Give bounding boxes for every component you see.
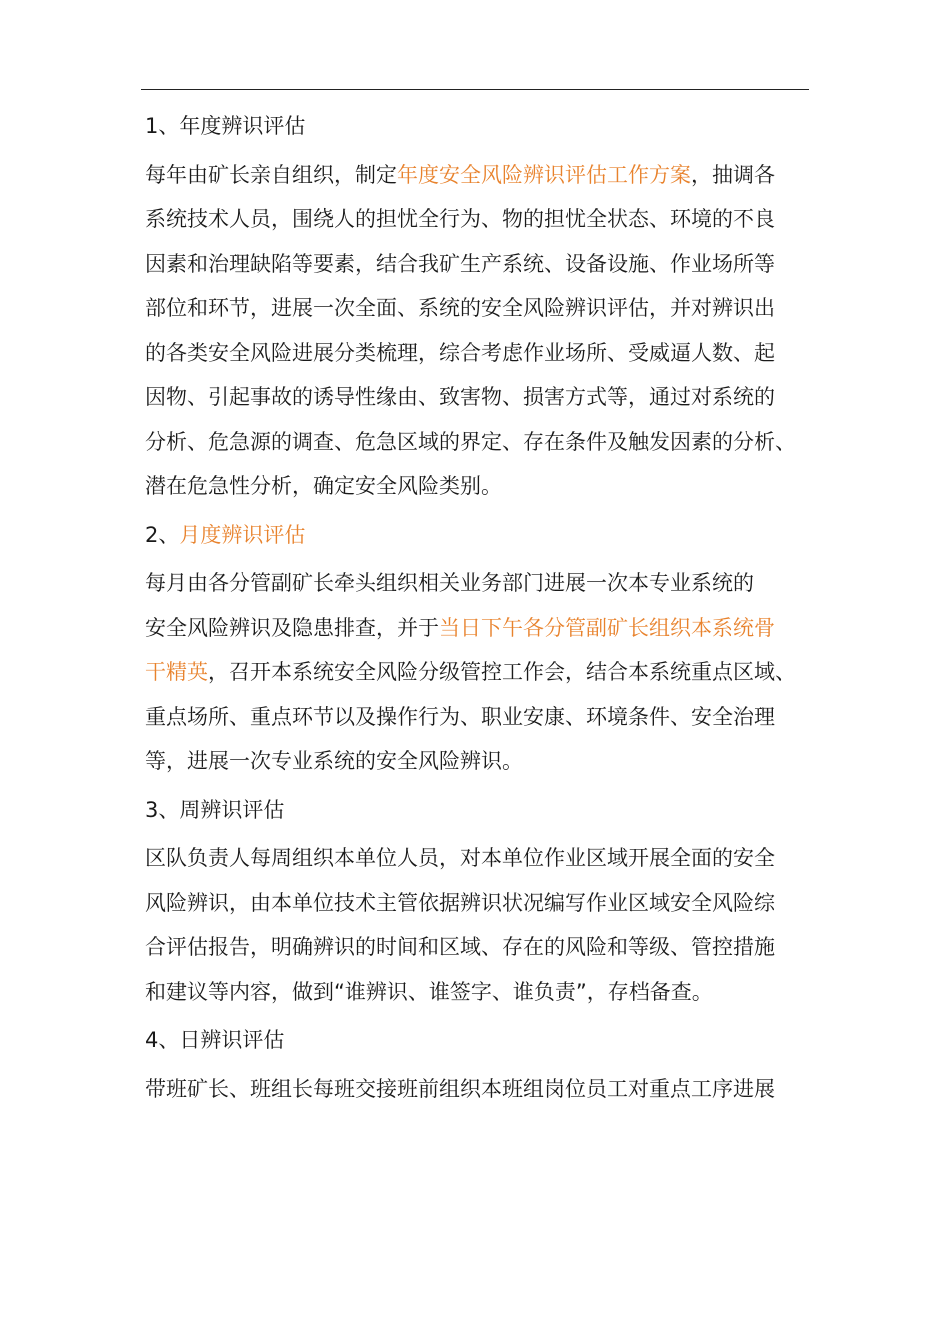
- paragraph-line: 等，进展一次专业系统的安全风险辨识。: [145, 749, 523, 773]
- paragraph-line: 每年由矿长亲自组织，制定年度安全风险辨识评估工作方案，抽调各: [145, 162, 775, 187]
- section-paragraph-2: [145, 561, 815, 784]
- section-title: 周辨识评估: [179, 797, 285, 822]
- paragraph-line: 安全风险辨识及隐患排查，并于当日下午各分管副矿长组织本系统骨: [145, 615, 775, 640]
- paragraph-line: 系统技术人员，围绕人的担忧全行为、物的担忧全状态、环境的不良: [145, 207, 775, 231]
- highlighted-text: 干精英: [145, 660, 208, 684]
- section-title: 年度辨识评估: [179, 114, 306, 138]
- paragraph-line: 干精英，召开本系统安全风险分级管控工作会，结合本系统重点区域、: [145, 660, 796, 684]
- section-heading-4: [145, 1018, 815, 1063]
- paragraph-line: 分析、危急源的调查、危急区域的界定、存在条件及触发因素的分析、: [145, 429, 796, 454]
- section-title: 日辨识评估: [179, 1028, 285, 1052]
- paragraph-line: 潜在危急性分析，确定安全风险类别。: [145, 474, 502, 498]
- paragraph-line: 每月由各分管副矿长牵头组织相关业务部门进展一次本专业系统的: [145, 571, 754, 595]
- paragraph-line: 风险辨识，由本单位技术主管依据辨识状况编写作业区域安全风险综: [145, 890, 775, 915]
- section-number: 2、: [145, 522, 180, 547]
- section-paragraph-3: [145, 836, 815, 1014]
- section-heading-2: [145, 513, 815, 558]
- section-paragraph-4: [145, 1067, 815, 1112]
- section-number: 1、: [145, 114, 180, 138]
- section-paragraph-1: [145, 153, 815, 509]
- document-body: [145, 104, 815, 1115]
- paragraph-line: 区队负责人每周组织本单位人员，对本单位作业区域开展全面的安全: [145, 846, 775, 870]
- paragraph-line: 因素和治理缺陷等要素，结合我矿生产系统、设备设施、作业场所等: [145, 251, 775, 276]
- section-title: 月度辨识评估: [179, 522, 306, 547]
- header-rule: [141, 89, 809, 90]
- paragraph-line: 带班矿长、班组长每班交接班前组织本班组岗位员工对重点工序进展: [145, 1076, 775, 1101]
- paragraph-line: 合评估报告，明确辨识的时间和区域、存在的风险和等级、管控措施: [145, 935, 775, 959]
- section-heading-1: [145, 104, 815, 149]
- paragraph-line: 重点场所、重点环节以及操作行为、职业安康、环境条件、安全治理: [145, 704, 775, 729]
- paragraph-line: 的各类安全风险进展分类梳理，综合考虑作业场所、受威逼人数、起: [145, 340, 775, 365]
- section-number: 3、: [145, 797, 180, 822]
- highlighted-text: 年度安全风险辨识评估工作方案: [397, 162, 691, 187]
- section-number: 4、: [145, 1028, 180, 1052]
- paragraph-line: 部位和环节，进展一次全面、系统的安全风险辨识评估，并对辨识出: [145, 296, 775, 320]
- section-heading-3: [145, 788, 815, 833]
- highlighted-text: 当日下午各分管副矿长组织本系统骨: [439, 615, 775, 640]
- paragraph-line: 和建议等内容，做到“谁辨识、谁签字、谁负责”，存档备查。: [145, 979, 713, 1004]
- paragraph-line: 因物、引起事故的诱导性缘由、致害物、损害方式等，通过对系统的: [145, 385, 775, 409]
